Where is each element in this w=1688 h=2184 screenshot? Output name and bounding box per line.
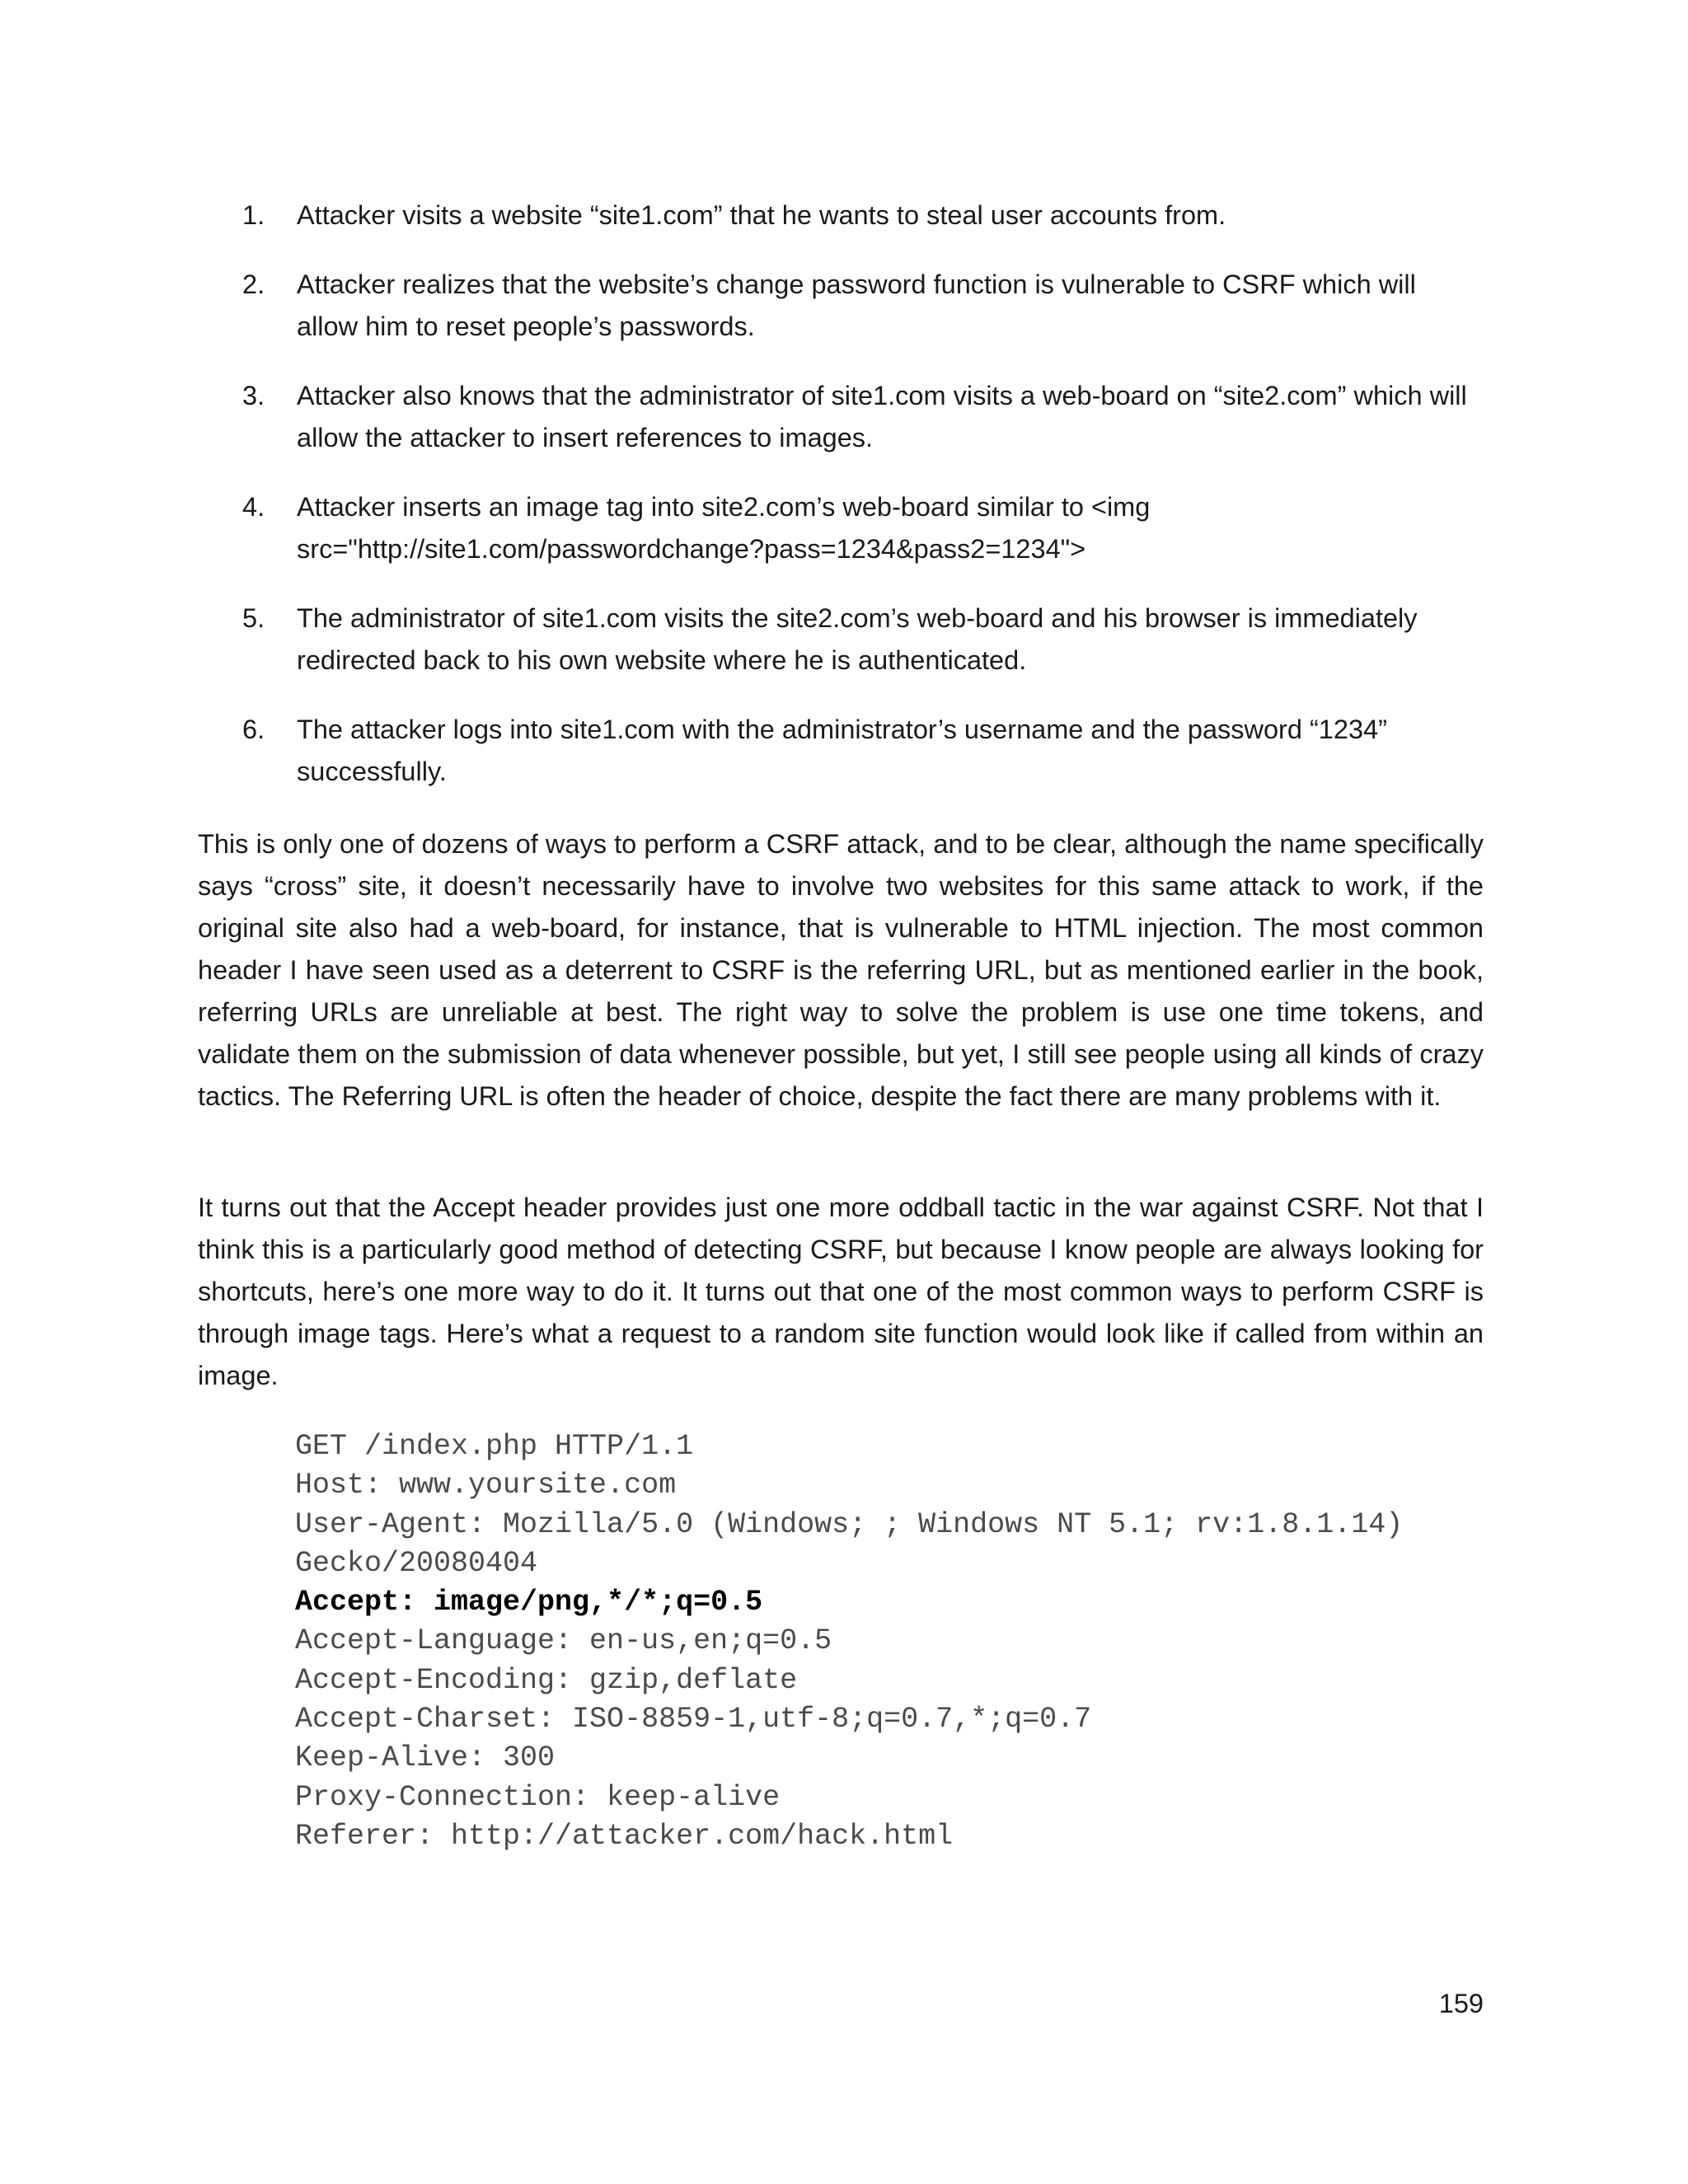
list-item (198, 709, 1484, 793)
code-line: GET /index.php HTTP/1.1 (295, 1430, 694, 1463)
list-item (198, 375, 1484, 459)
list-item-number: 6. (242, 715, 265, 744)
code-line: Accept-Language: en-us,en;q=0.5 (295, 1624, 832, 1658)
list-item (198, 264, 1484, 348)
list-item-number: 5. (242, 603, 265, 633)
list-item-text: Attacker inserts an image tag into site2.com’s web-board similar to <img src="http://site1.com/passwordchange?pass=1234&pass2=1234"> (297, 492, 1151, 564)
code-line: Proxy-Connection: keep-alive (295, 1780, 781, 1814)
list-item-text: The administrator of site1.com visits the site2.com’s web-board and his browser is immediately redirected back to his own website where he is authenticated. (297, 603, 1418, 675)
code-line: User-Agent: Mozilla/5.0 (Windows; ; Windows NT 5.1; rv:1.8.1.14) (295, 1507, 1404, 1541)
list-item (198, 194, 1484, 237)
code-line-highlighted: Accept: image/png,*/*;q=0.5 (295, 1586, 763, 1619)
list-item-number: 3. (242, 381, 265, 410)
code-line: Accept-Encoding: gzip,deflate (295, 1663, 798, 1697)
code-line: Gecko/20080404 (295, 1546, 538, 1580)
list-item-text: Attacker visits a website “site1.com” that he wants to steal user accounts from. (297, 200, 1226, 230)
list-item-text: The attacker logs into site1.com with the administrator’s username and the password “1234” successfully. (297, 715, 1387, 786)
code-line: Keep-Alive: 300 (295, 1741, 556, 1775)
attack-steps-list (198, 194, 1484, 820)
http-request-code-block (295, 1427, 1403, 1856)
list-item-number: 2. (242, 269, 265, 299)
body-paragraph: This is only one of dozens of ways to perform a CSRF attack, and to be clear, although the name specifically says “cross” site, it doesn’t necessarily have to involve two websites for this same attack to work, if the original site also had a web-board, for instance, that is vulnerable to HTML injection. The most common header I have seen used as a deterrent to CSRF is the referring URL, but as mentioned earlier in the book, referring URLs are unreliable at best. The right way to solve the problem is use one time tokens, and validate them on the submission of data whenever possible, but yet, I still see people using all kinds of crazy tactics. The Referring URL is often the header of choice, despite the fact there are many problems with it. (198, 829, 1484, 1111)
list-item (198, 598, 1484, 682)
code-line: Referer: http://attacker.com/hack.html (295, 1819, 954, 1853)
list-item-text: Attacker realizes that the website’s change password function is vulnerable to CSRF which will allow him to reset people’s passwords. (297, 269, 1416, 341)
list-item-number: 1. (242, 200, 265, 230)
list-item (198, 486, 1484, 570)
list-item-number: 4. (242, 492, 265, 522)
code-line: Accept-Charset: ISO-8859-1,utf-8;q=0.7,*;q=0.7 (295, 1703, 1092, 1736)
page-number: 159 (1438, 1989, 1484, 2018)
code-line: Host: www.yoursite.com (295, 1469, 677, 1502)
body-paragraph: It turns out that the Accept header provides just one more oddball tactic in the war against CSRF. Not that I think this is a particularly good method of detecting CSRF, but because I know people are always looking for shortcuts, here’s one more way to do it. It turns out that one of the most common ways to perform CSRF is through image tags. Here’s what a request to a random site function would look like if called from within an image. (198, 1193, 1484, 1390)
list-item-text: Attacker also knows that the administrator of site1.com visits a web-board on “site2.com” which will allow the attacker to insert references to images. (297, 381, 1467, 452)
